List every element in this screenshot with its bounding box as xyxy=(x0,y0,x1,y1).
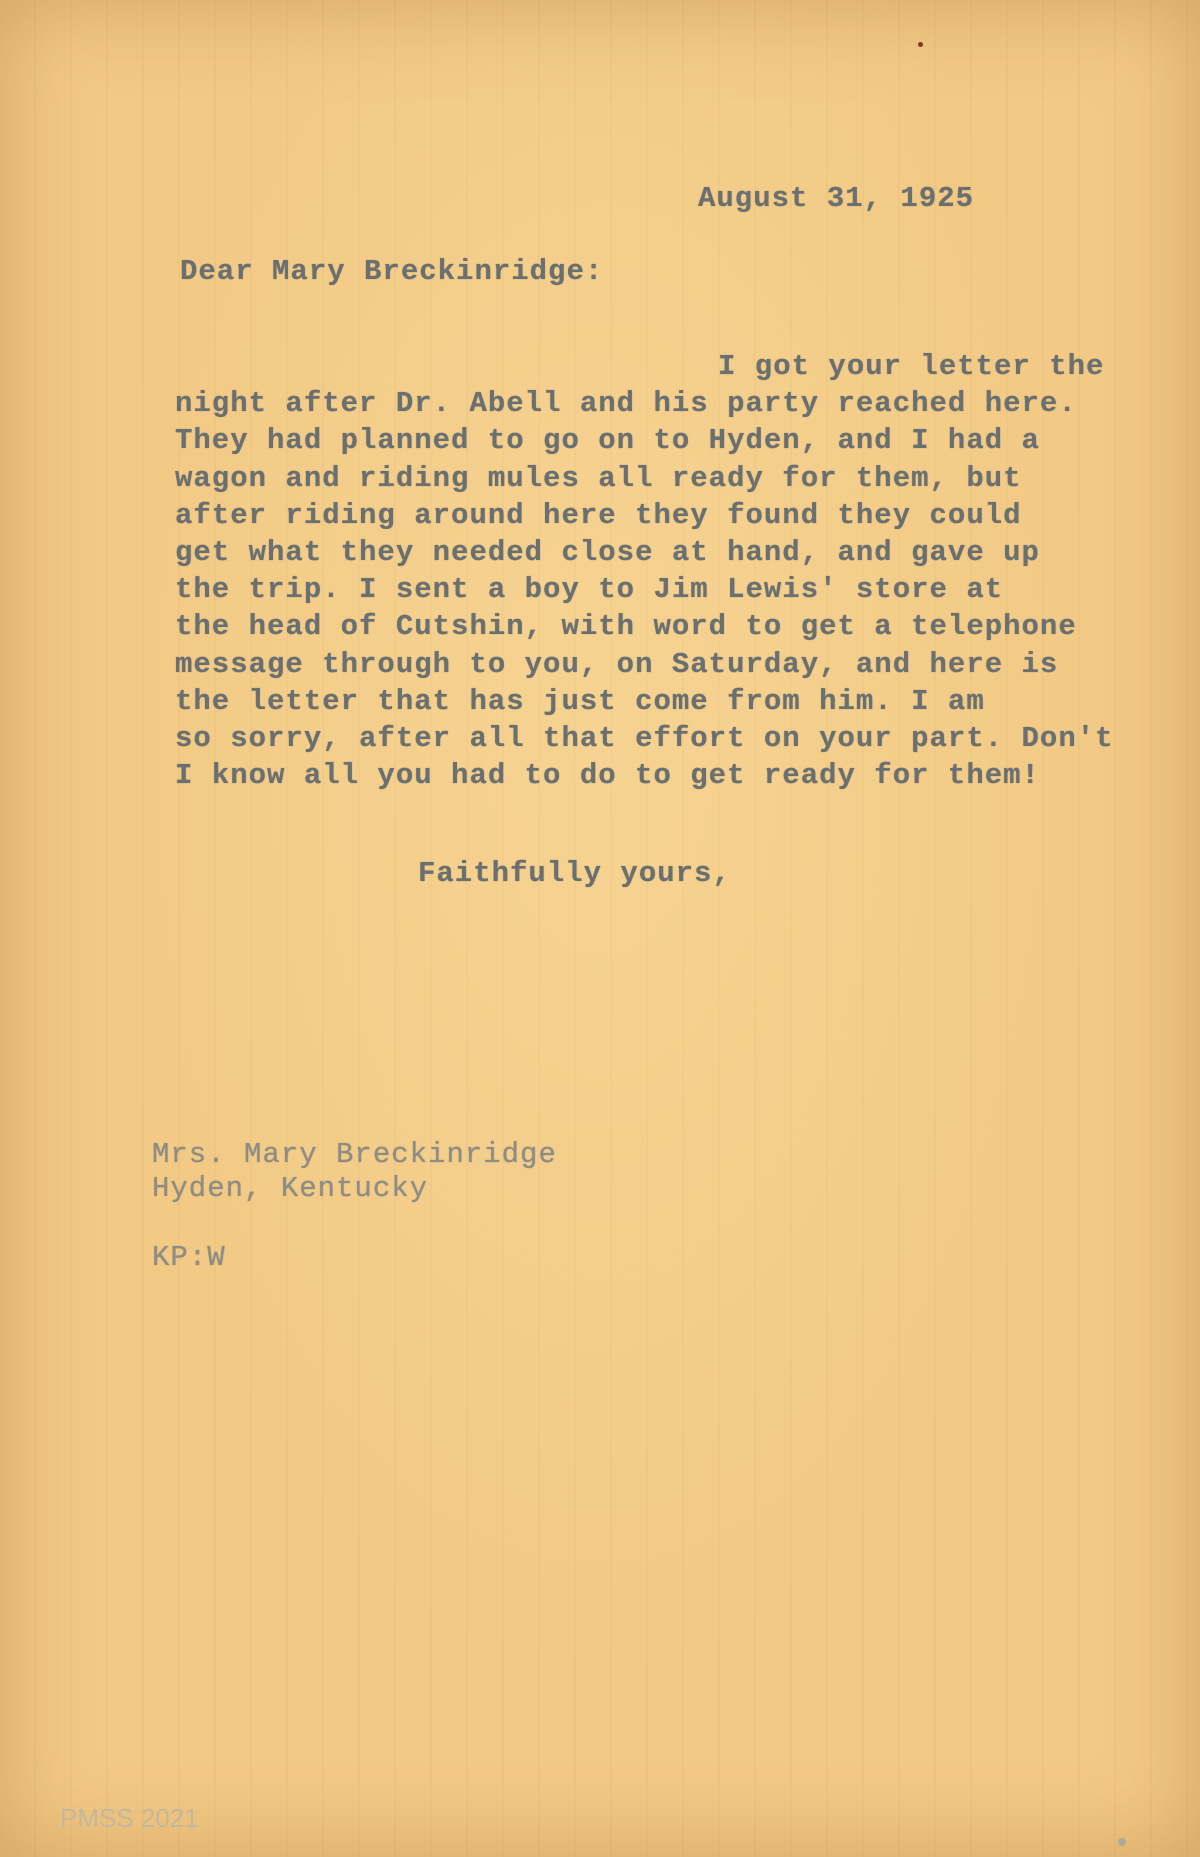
body-line: night after Dr. Abell and his party reached here. xyxy=(175,387,1077,420)
paper-speck xyxy=(918,42,923,47)
letter-salutation: Dear Mary Breckinridge: xyxy=(180,255,604,288)
letter-closing: Faithfully yours, xyxy=(418,857,731,890)
body-line: so sorry, after all that effort on your part. Don't xyxy=(175,722,1114,755)
body-line: after riding around here they found they could xyxy=(175,499,1022,532)
body-line: I know all you had to do to get ready for them! xyxy=(175,759,1040,792)
archive-watermark: PMSS 2021 xyxy=(60,1803,199,1833)
typist-initials: KP:W xyxy=(152,1241,226,1274)
letter-date: August 31, 1925 xyxy=(698,182,975,215)
body-line: the head of Cutshin, with word to get a telephone xyxy=(175,610,1077,643)
body-line: wagon and riding mules all ready for them, but xyxy=(175,462,1022,495)
address-line: Hyden, Kentucky xyxy=(152,1172,429,1205)
body-line: the letter that has just come from him. I am xyxy=(175,685,985,718)
body-line: message through to you, on Saturday, and here is xyxy=(175,648,1059,681)
body-line: They had planned to go on to Hyden, and I had a xyxy=(175,424,1040,457)
body-line: get what they needed close at hand, and gave up xyxy=(175,536,1040,569)
paper-speck xyxy=(1118,1838,1126,1846)
body-line: the trip. I sent a boy to Jim Lewis' store at xyxy=(175,573,1004,606)
body-line: I got your letter the xyxy=(718,350,1105,383)
address-line: Mrs. Mary Breckinridge xyxy=(152,1138,557,1171)
